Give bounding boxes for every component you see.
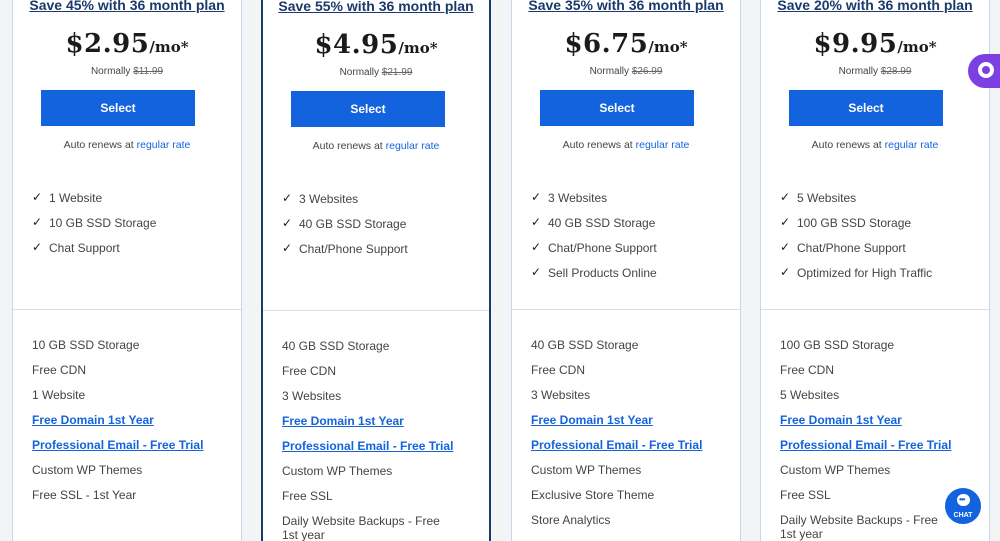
price-period: /mo*	[897, 38, 937, 56]
feature-item	[531, 241, 657, 266]
normal-price-value: $26.99	[631, 66, 663, 77]
plan-price	[263, 30, 489, 60]
select-button[interactable]: Select	[540, 90, 694, 126]
feature-text: 3 Websites	[299, 192, 359, 206]
detail-item: Custom WP Themes	[780, 463, 891, 477]
normal-price	[761, 66, 989, 77]
divider	[13, 309, 241, 310]
detail-item: Exclusive Store Theme	[531, 488, 655, 502]
normal-price	[263, 67, 489, 78]
feature-text: Chat Support	[49, 241, 120, 255]
plan-price	[13, 29, 241, 59]
normal-price-value: $21.99	[381, 67, 413, 78]
normally-label: Normally	[339, 67, 380, 78]
free-domain-link[interactable]: Free Domain 1st Year	[780, 413, 902, 427]
professional-email-link[interactable]: Professional Email - Free Trial	[32, 438, 204, 452]
check-icon: ✓	[282, 216, 293, 230]
plan-price	[512, 29, 740, 59]
normal-price	[13, 66, 241, 77]
feature-text: 40 GB SSD Storage	[548, 216, 656, 230]
detail-list	[282, 339, 457, 541]
detail-item: 10 GB SSD Storage	[32, 338, 140, 352]
check-icon: ✓	[32, 240, 43, 254]
auto-renew-note	[512, 139, 740, 151]
divider	[512, 309, 740, 310]
feature-item	[780, 241, 932, 266]
auto-renew-note	[13, 139, 241, 151]
detail-item: Custom WP Themes	[32, 463, 143, 477]
price-amount: $4.95	[314, 30, 399, 60]
regular-rate-link[interactable]: regular rate	[136, 139, 191, 151]
detail-item: 1 Website	[32, 388, 86, 402]
feature-item	[531, 191, 657, 216]
detail-item: 40 GB SSD Storage	[282, 339, 390, 353]
normal-price-value: $11.99	[133, 66, 164, 77]
plan-card-4	[760, 0, 990, 541]
chat-button[interactable]	[943, 486, 983, 526]
check-icon: ✓	[32, 190, 43, 204]
divider	[761, 309, 989, 310]
feature-list	[780, 191, 932, 291]
check-icon: ✓	[531, 190, 542, 204]
side-widget[interactable]	[968, 54, 1000, 88]
feature-text: 40 GB SSD Storage	[299, 217, 407, 231]
normally-label: Normally	[589, 66, 630, 77]
feature-text: 100 GB SSD Storage	[797, 216, 912, 230]
plan-card-3	[511, 0, 741, 541]
detail-item: 3 Websites	[282, 389, 342, 403]
select-button[interactable]: Select	[789, 90, 943, 126]
chat-label: CHAT	[953, 512, 973, 519]
normally-label: Normally	[90, 66, 131, 77]
auto-renew-text: Auto renews at	[562, 139, 633, 151]
feature-text: Sell Products Online	[548, 266, 657, 280]
detail-item: Free CDN	[531, 363, 586, 377]
feature-list	[282, 192, 408, 267]
feature-text: 5 Websites	[797, 191, 857, 205]
detail-item: Daily Website Backups - Free 1st year	[282, 514, 440, 541]
price-amount: $2.95	[65, 29, 150, 59]
select-button[interactable]: Select	[291, 91, 445, 127]
feature-item	[531, 216, 657, 241]
detail-item: Free SSL	[780, 488, 831, 502]
check-icon: ✓	[531, 265, 542, 279]
detail-list	[32, 338, 207, 513]
feature-text: 10 GB SSD Storage	[49, 216, 157, 230]
check-icon: ✓	[282, 241, 293, 255]
price-amount: $6.75	[564, 29, 649, 59]
price-period: /mo*	[149, 38, 189, 56]
check-icon: ✓	[531, 215, 542, 229]
feature-item	[32, 216, 156, 241]
feature-text: 1 Website	[49, 191, 103, 205]
normally-label: Normally	[838, 66, 879, 77]
check-icon: ✓	[531, 240, 542, 254]
feature-text: Chat/Phone Support	[299, 242, 408, 256]
detail-item: Store Analytics	[531, 513, 611, 527]
plan-savings-headline[interactable]: Save 55% with 36 month plan	[278, 0, 474, 14]
feature-item	[780, 216, 932, 241]
detail-item: Custom WP Themes	[282, 464, 393, 478]
auto-renew-note	[263, 140, 489, 152]
plan-savings-headline[interactable]: Save 20% with 36 month plan	[777, 0, 973, 13]
feature-item	[282, 217, 408, 242]
detail-list	[780, 338, 955, 541]
detail-item: 3 Websites	[531, 388, 591, 402]
detail-item: Custom WP Themes	[531, 463, 642, 477]
select-button[interactable]: Select	[41, 90, 195, 126]
detail-item: 40 GB SSD Storage	[531, 338, 639, 352]
feature-item	[531, 266, 657, 291]
price-period: /mo*	[398, 39, 438, 57]
feature-item	[282, 192, 408, 217]
plan-card-2	[261, 0, 491, 541]
auto-renew-text: Auto renews at	[312, 140, 383, 152]
feature-item	[780, 191, 932, 216]
feature-list	[32, 191, 156, 266]
detail-item: 100 GB SSD Storage	[780, 338, 895, 352]
free-domain-link[interactable]: Free Domain 1st Year	[531, 413, 653, 427]
detail-item: Free CDN	[780, 363, 835, 377]
feature-item	[32, 191, 156, 216]
check-icon: ✓	[780, 265, 791, 279]
feature-item	[32, 241, 156, 266]
detail-item: Free CDN	[32, 363, 87, 377]
auto-renew-note	[761, 139, 989, 151]
check-icon: ✓	[780, 190, 791, 204]
detail-item: Free CDN	[282, 364, 337, 378]
feature-list	[531, 191, 657, 291]
normal-price	[512, 66, 740, 77]
plan-card-1	[12, 0, 242, 541]
normal-price-value: $28.99	[880, 66, 912, 77]
check-icon: ✓	[32, 215, 43, 229]
detail-list	[531, 338, 706, 538]
feature-text: Optimized for High Traffic	[797, 266, 933, 280]
trophy-icon	[978, 62, 994, 78]
chat-dots-icon: •••	[959, 495, 965, 504]
divider	[263, 310, 489, 311]
detail-item: Free SSL	[282, 489, 333, 503]
detail-item: Free SSL - 1st Year	[32, 488, 137, 502]
plan-savings-headline[interactable]: Save 45% with 36 month plan	[29, 0, 225, 13]
free-domain-link[interactable]: Free Domain 1st Year	[282, 414, 404, 428]
professional-email-link[interactable]: Professional Email - Free Trial	[531, 438, 703, 452]
plan-price	[761, 29, 989, 59]
plan-savings-headline[interactable]: Save 35% with 36 month plan	[528, 0, 724, 13]
regular-rate-link[interactable]: regular rate	[385, 140, 440, 152]
feature-text: Chat/Phone Support	[548, 241, 657, 255]
check-icon: ✓	[780, 240, 791, 254]
regular-rate-link[interactable]: regular rate	[635, 139, 690, 151]
regular-rate-link[interactable]: regular rate	[884, 139, 939, 151]
detail-item: 5 Websites	[780, 388, 840, 402]
professional-email-link[interactable]: Professional Email - Free Trial	[780, 438, 952, 452]
feature-item	[780, 266, 932, 291]
professional-email-link[interactable]: Professional Email - Free Trial	[282, 439, 454, 453]
check-icon: ✓	[780, 215, 791, 229]
price-period: /mo*	[648, 38, 688, 56]
price-amount: $9.95	[813, 29, 898, 59]
check-icon: ✓	[282, 191, 293, 205]
feature-item	[282, 242, 408, 267]
detail-item: Daily Website Backups - Free 1st year	[780, 513, 938, 541]
auto-renew-text: Auto renews at	[63, 139, 134, 151]
feature-text: 3 Websites	[548, 191, 608, 205]
free-domain-link[interactable]: Free Domain 1st Year	[32, 413, 154, 427]
feature-text: Chat/Phone Support	[797, 241, 906, 255]
auto-renew-text: Auto renews at	[811, 139, 882, 151]
